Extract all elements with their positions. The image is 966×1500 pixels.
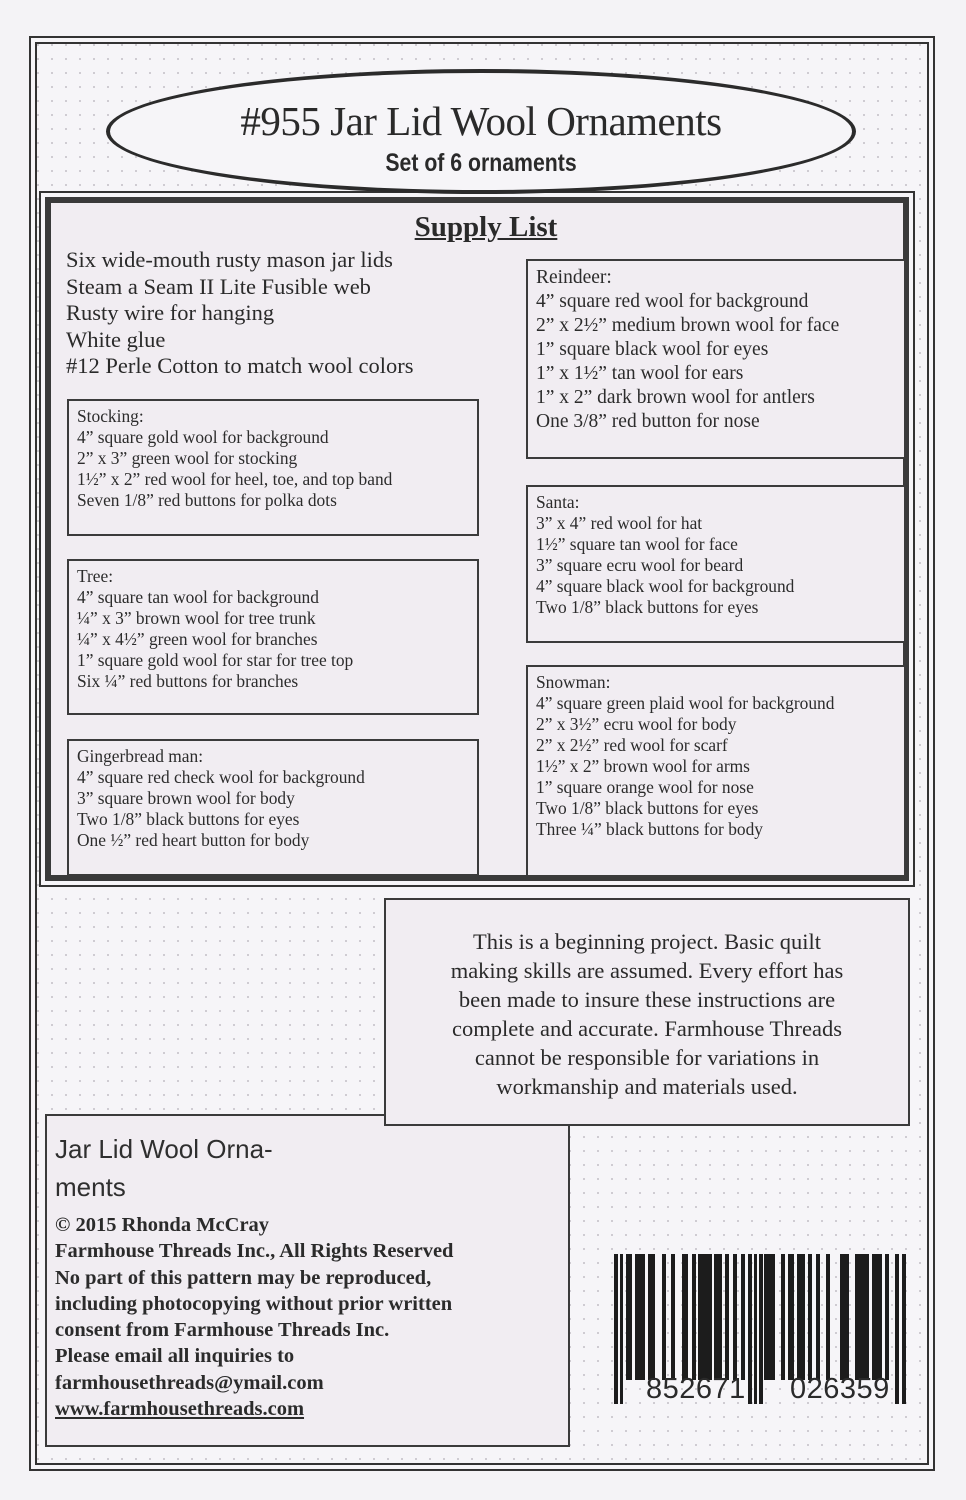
barcode-bar (764, 1254, 775, 1380)
ornament-item: 3” square brown wool for body (77, 788, 295, 808)
barcode-bar (620, 1254, 623, 1404)
rights-line: Farmhouse Threads Inc., All Rights Reserved (55, 1240, 454, 1263)
ornament-name: Reindeer: (536, 267, 612, 288)
ornament-item: 3” x 4” red wool for hat (536, 513, 703, 533)
ornament-item: ¼” x 3” brown wool for tree trunk (77, 608, 316, 628)
barcode-bar (808, 1254, 812, 1380)
disclaimer-line: been made to insure these instructions are (458, 987, 836, 1012)
barcode-bar (797, 1254, 805, 1380)
ornament-item: 1” square black wool for eyes (536, 339, 769, 360)
barcode-bar (816, 1254, 820, 1380)
ornament-item: 4” square red wool for background (536, 291, 809, 312)
ornament-item: Two 1/8” black buttons for eyes (536, 597, 759, 617)
ornament-item: 1½” x 2” red wool for heel, toe, and top band (77, 469, 393, 489)
page-title: #955 Jar Lid Wool Ornaments (240, 98, 722, 144)
website-link[interactable]: www.farmhousethreads.com (55, 1398, 305, 1421)
ornament-item: One ½” red heart button for body (77, 830, 310, 850)
ornament-item: Two 1/8” black buttons for eyes (77, 809, 300, 829)
ornament-box-stocking (67, 399, 479, 536)
ornament-item: Six ¼” red buttons for branches (77, 671, 299, 691)
supply-list-panel (45, 197, 909, 881)
barcode-bar (692, 1254, 696, 1380)
barcode-bar (872, 1254, 882, 1380)
ornament-box-snowman (526, 665, 906, 877)
barcode-bar (885, 1254, 889, 1380)
ornament-box-reindeer (526, 259, 906, 459)
supply-item: Steam a Seam II Lite Fusible web (66, 273, 371, 299)
copyright-notice: © 2015 Rhonda McCray (55, 1214, 270, 1236)
ornament-box-tree (67, 559, 479, 715)
general-supplies-list (66, 247, 413, 380)
ornament-item: 1” x 2” dark brown wool for antlers (536, 387, 815, 408)
page-subtitle: Set of 6 ornaments (385, 149, 577, 177)
copyright-box (45, 1114, 570, 1447)
ornament-item: One 3/8” red button for nose (536, 411, 760, 432)
title-oval (106, 69, 856, 194)
copyright-lines (55, 1212, 568, 1422)
ornament-box-gingerbread (67, 739, 479, 876)
disclaimer-line: complete and accurate. Farmhouse Threads (451, 1016, 843, 1041)
ornament-item: 1” square orange wool for nose (536, 777, 754, 797)
barcode-bar (614, 1254, 618, 1404)
barcode-bar (671, 1254, 675, 1380)
ornament-name: Tree: (77, 566, 114, 586)
supply-item: #12 Perle Cotton to match wool colors (66, 353, 414, 378)
barcode-bar (635, 1254, 645, 1380)
supply-item: Rusty wire for hanging (66, 300, 275, 325)
disclaimer-box (384, 898, 910, 1126)
reproduction-line: No part of this pattern may be reproduced, (55, 1266, 432, 1289)
ornament-item: Two 1/8” black buttons for eyes (536, 798, 759, 818)
barcode-bar (682, 1254, 688, 1380)
ornament-item: 4” square black wool for background (536, 576, 795, 596)
copyright-title-line: Jar Lid Wool Orna- (55, 1134, 273, 1164)
ornament-item: 4” square gold wool for background (77, 427, 329, 447)
ornament-item: 1” x 1½” tan wool for ears (536, 363, 744, 384)
barcode-bar (714, 1254, 722, 1380)
supply-list-heading: Supply List (414, 211, 558, 243)
barcode-bar (754, 1254, 757, 1404)
ornament-box-santa (526, 485, 906, 643)
barcode-bar (759, 1254, 763, 1404)
barcode-bar (902, 1254, 906, 1404)
reproduction-line: consent from Farmhouse Threads Inc. (55, 1319, 390, 1342)
ornament-name: Snowman: (536, 672, 611, 692)
ornament-item: 1” square gold wool for star for tree top (77, 650, 354, 670)
copyright-title-line: ments (55, 1172, 126, 1202)
barcode-bar (741, 1254, 745, 1380)
ornament-name: Stocking: (77, 406, 144, 426)
disclaimer-line: making skills are assumed. Every effort has (450, 958, 844, 983)
barcode-left-digits: 852671 (646, 1373, 746, 1405)
ornament-item: 1½” x 2” brown wool for arms (536, 756, 750, 776)
ornament-name: Gingerbread man: (77, 746, 204, 766)
ornament-item: 2” x 3” green wool for stocking (77, 448, 298, 468)
copyright-title (55, 1126, 355, 1210)
barcode-bar (648, 1254, 655, 1380)
barcode-bar (855, 1254, 869, 1380)
disclaimer-line: This is a beginning project. Basic quilt (472, 929, 822, 954)
barcode-bar (845, 1254, 849, 1380)
ornament-name: Santa: (536, 492, 580, 512)
ornament-item: 4” square tan wool for background (77, 587, 319, 607)
disclaimer-line: cannot be responsible for variations in (474, 1045, 820, 1070)
barcode-bar (895, 1254, 899, 1404)
barcode-bar (662, 1254, 666, 1380)
supply-item: White glue (66, 326, 166, 352)
contact-line: Please email all inquiries to (55, 1345, 295, 1368)
email-address: farmhousethreads@ymail.com (55, 1371, 324, 1394)
ornament-item: 4” square green plaid wool for background (536, 693, 835, 713)
ornament-item: 2” x 2½” red wool for scarf (536, 735, 728, 755)
barcode-bar (781, 1254, 785, 1380)
ornament-item: Three ¼” black buttons for body (536, 819, 763, 839)
ornament-item: 4” square red check wool for background (77, 767, 365, 787)
barcode-bar (698, 1254, 712, 1380)
ornament-item: Seven 1/8” red buttons for polka dots (77, 490, 337, 510)
disclaimer-line: workmanship and materials used. (496, 1074, 798, 1099)
barcode-bar (826, 1254, 830, 1380)
barcode-bar (748, 1254, 752, 1404)
barcode-right-digits: 026359 (790, 1373, 890, 1405)
barcode-bar (725, 1254, 729, 1380)
barcode (604, 1254, 914, 1409)
barcode-bar (626, 1254, 632, 1380)
ornament-item: 3” square ecru wool for beard (536, 555, 744, 575)
barcode-bar (788, 1254, 794, 1380)
barcode-bar (733, 1254, 737, 1380)
ornament-item: 2” x 3½” ecru wool for body (536, 714, 737, 734)
supply-item: Six wide-mouth rusty mason jar lids (66, 247, 393, 272)
reproduction-line: including photocopying without prior written (55, 1292, 453, 1315)
ornament-item: 2” x 2½” medium brown wool for face (536, 315, 840, 336)
ornament-item: ¼” x 4½” green wool for branches (77, 629, 318, 649)
ornament-item: 1½” square tan wool for face (536, 534, 738, 554)
